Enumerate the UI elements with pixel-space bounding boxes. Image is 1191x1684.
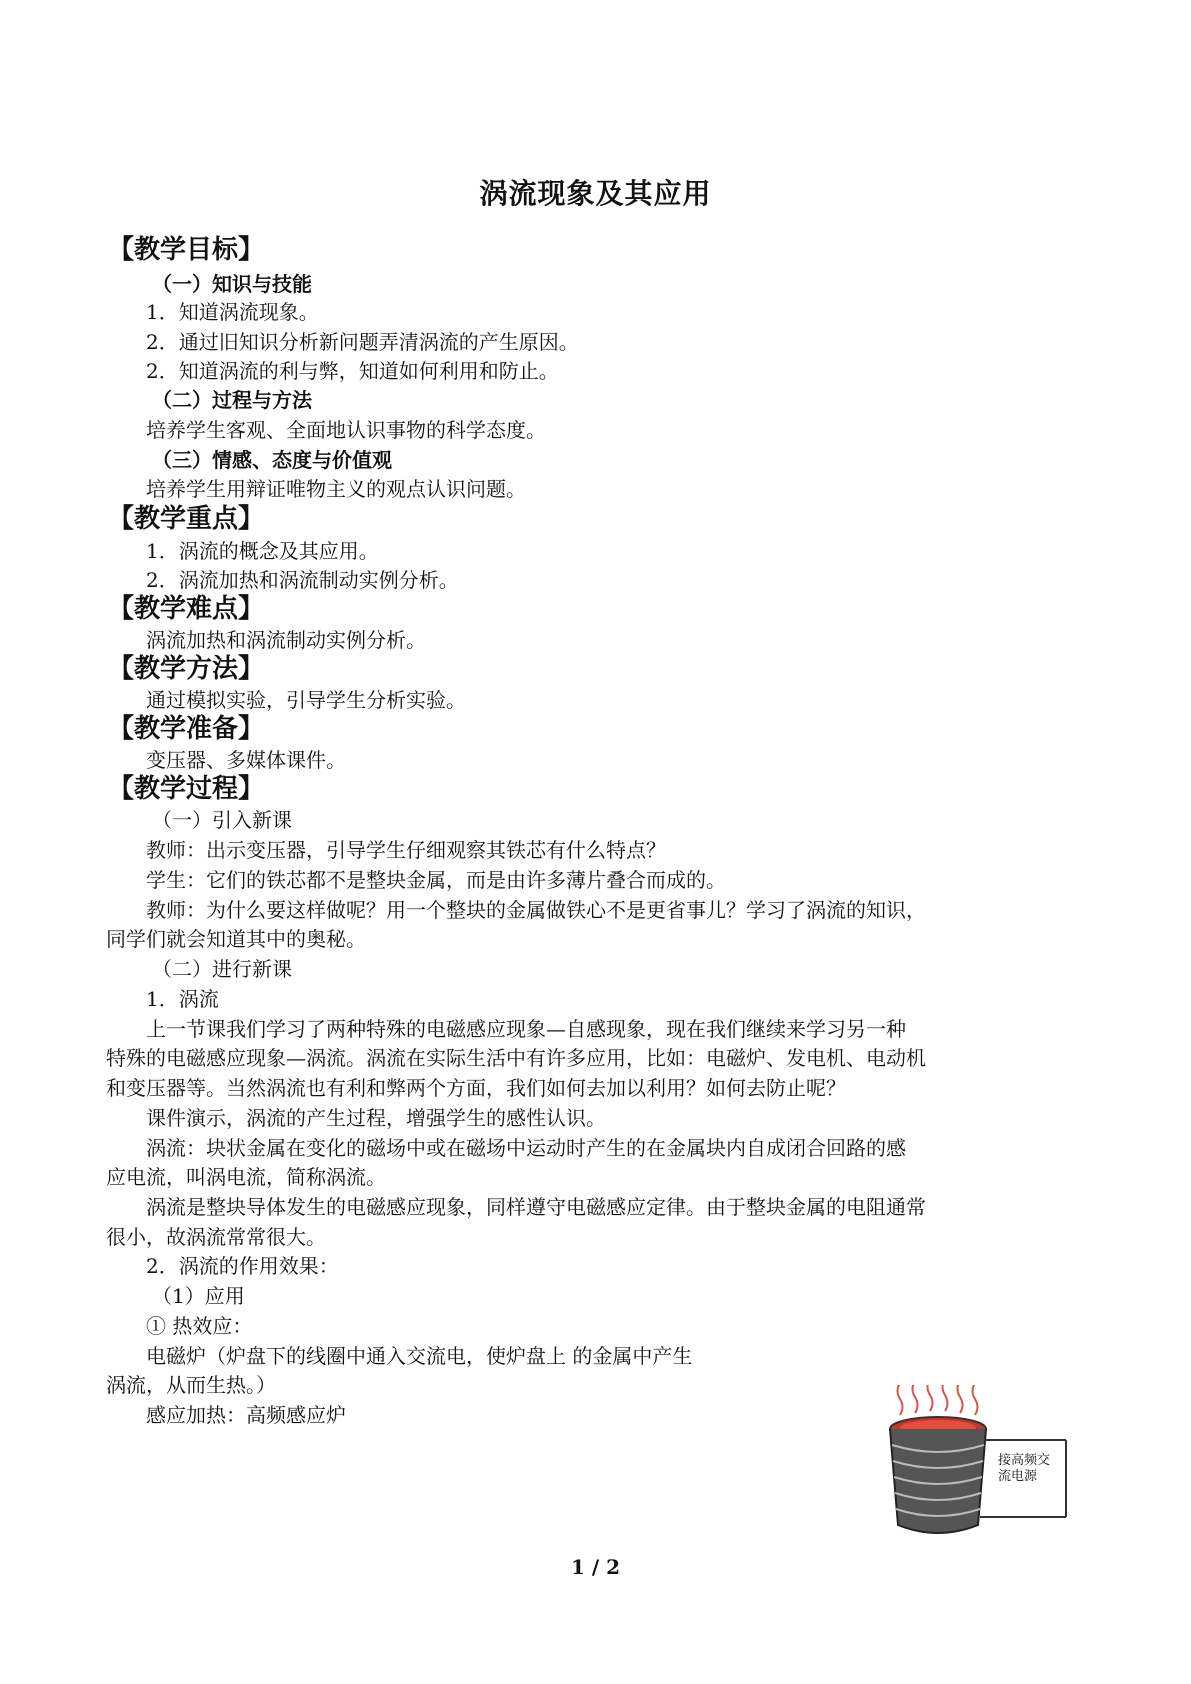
subheading-knowledge-skills: （一）知识与技能 xyxy=(152,272,312,296)
paragraph: 变压器、多媒体课件。 xyxy=(146,748,346,772)
paragraph: 和变压器等。当然涡流也有利和弊两个方面，我们如何去加以利用？如何去防止呢？ xyxy=(106,1076,846,1100)
section-heading-process: 【教学过程】 xyxy=(108,774,265,804)
section-heading-difficulties: 【教学难点】 xyxy=(108,594,265,624)
paragraph: 教师：出示变压器，引导学生仔细观察其铁芯有什么特点？ xyxy=(146,838,666,862)
list-item: 2．知道涡流的利与弊，知道如何利用和防止。 xyxy=(146,359,559,383)
paragraph: 特殊的电磁感应现象—涡流。涡流在实际生活中有许多应用，比如：电磁炉、发电机、电动机 xyxy=(106,1046,926,1070)
paragraph: 涡流，从而生热。） xyxy=(106,1373,276,1397)
paragraph: 涡流是整块导体发生的电磁感应现象，同样遵守电磁感应定律。由于整块金属的电阻通常 xyxy=(146,1195,926,1219)
figure-label: 接高频交 xyxy=(998,1453,1051,1468)
paragraph: 教师：为什么要这样做呢？用一个整块的金属做铁心不是更省事儿？学习了涡流的知识， xyxy=(146,898,926,922)
paragraph: ① 热效应： xyxy=(146,1314,253,1338)
page-number: 1 / 2 xyxy=(570,1555,621,1579)
paragraph: 培养学生用辩证唯物主义的观点认识问题。 xyxy=(146,477,526,501)
paragraph: 感应加热：高频感应炉 xyxy=(146,1403,346,1427)
paragraph: 上一节课我们学习了两种特殊的电磁感应现象—自感现象，现在我们继续来学习另一种 xyxy=(146,1017,906,1041)
paragraph: 2．涡流的作用效果： xyxy=(146,1254,339,1278)
list-item: 1．涡流的概念及其应用。 xyxy=(146,539,379,563)
list-item: 1．知道涡流现象。 xyxy=(146,300,319,324)
paragraph: 培养学生客观、全面地认识事物的科学态度。 xyxy=(146,418,546,442)
paragraph: 电磁炉（炉盘下的线圈中通入交流电，使炉盘上 的金属中产生 xyxy=(146,1344,693,1368)
paragraph: 课件演示，涡流的产生过程，增强学生的感性认识。 xyxy=(146,1106,606,1130)
subheading-process-method: （二）过程与方法 xyxy=(152,388,312,412)
list-item: 2．涡流加热和涡流制动实例分析。 xyxy=(146,568,459,592)
paragraph: （1）应用 xyxy=(152,1284,245,1308)
page-title: 涡流现象及其应用 xyxy=(479,177,712,210)
paragraph: 同学们就会知道其中的奥秘。 xyxy=(106,927,366,951)
paragraph: （一）引入新课 xyxy=(152,808,292,832)
paragraph: 通过模拟实验，引导学生分析实验。 xyxy=(146,688,466,712)
paragraph: 学生：它们的铁芯都不是整块金属，而是由许多薄片叠合而成的。 xyxy=(146,868,726,892)
paragraph: （二）进行新课 xyxy=(152,957,292,981)
paragraph: 涡流：块状金属在变化的磁场中或在磁场中运动时产生的在金属块内自成闭合回路的感 xyxy=(146,1136,906,1160)
paragraph: 应电流，叫涡电流，简称涡流。 xyxy=(106,1165,386,1189)
induction-coil-figure xyxy=(880,1385,1075,1545)
paragraph: 涡流加热和涡流制动实例分析。 xyxy=(146,628,426,652)
section-heading-preparation: 【教学准备】 xyxy=(108,714,265,744)
paragraph: 很小，故涡流常常很大。 xyxy=(106,1225,326,1249)
list-item: 2．通过旧知识分析新问题弄清涡流的产生原因。 xyxy=(146,330,579,354)
section-heading-methods: 【教学方法】 xyxy=(108,654,265,684)
subheading-emotion-values: （三）情感、态度与价值观 xyxy=(152,448,392,472)
paragraph: 1．涡流 xyxy=(146,987,219,1011)
figure-label: 流电源 xyxy=(998,1469,1038,1484)
section-heading-key-points: 【教学重点】 xyxy=(108,504,265,534)
section-heading-objectives: 【教学目标】 xyxy=(108,235,265,265)
